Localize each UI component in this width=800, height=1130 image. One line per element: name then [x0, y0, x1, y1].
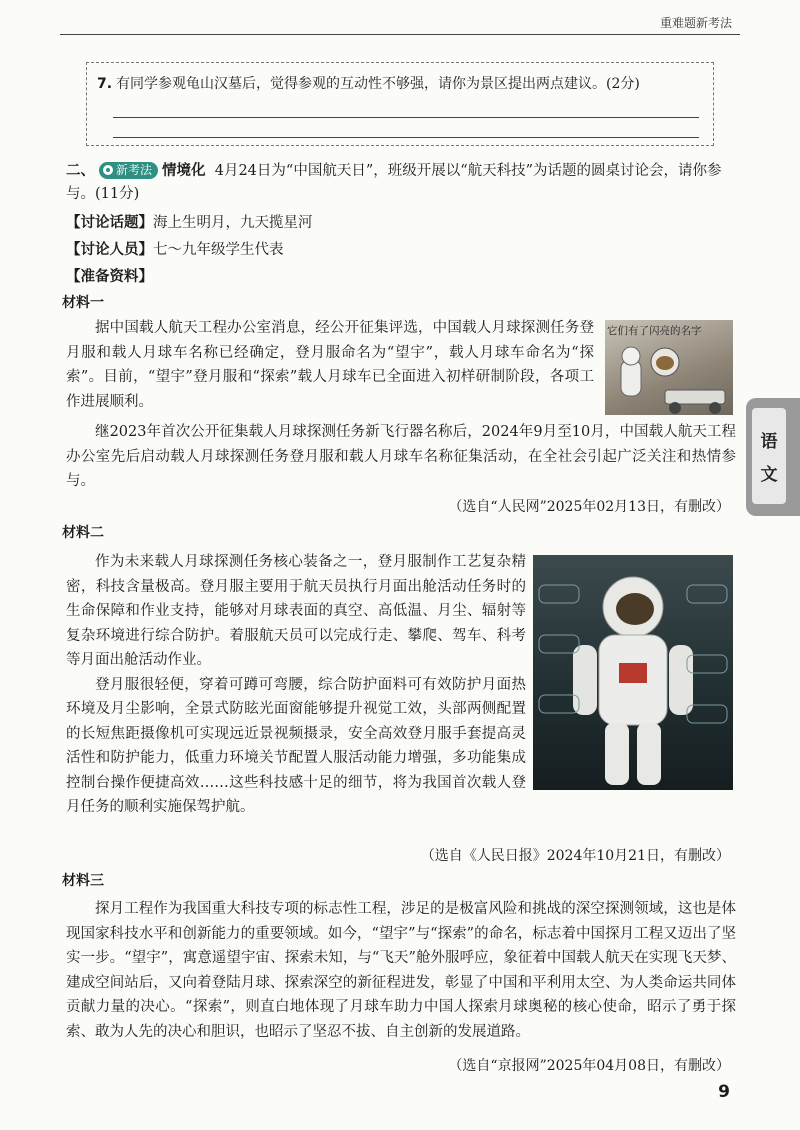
- moon-suit-image: [533, 555, 733, 790]
- question-7-number: 7.: [97, 76, 113, 92]
- header-rule: [60, 34, 740, 35]
- astronaut-rover-illustration: [605, 320, 733, 415]
- moon-suit-illustration: [533, 555, 733, 790]
- material-1-paragraph-1: [66, 316, 594, 414]
- new-method-tag-label: 新考法: [116, 163, 153, 177]
- material-1-text-2: 继2023年首次公开征集载人月球探测任务新飞行器名称后，2024年9月至10月，中国载人航天工程办公室先后启动载人月球探测任务登月服和载人月球车名称征集活动，在全社会引起广泛关注和热情参与。: [66, 424, 736, 489]
- image-caption: 它们有了闪亮的名字: [607, 325, 702, 337]
- material-1-paragraph-2: [66, 420, 736, 494]
- material-1-text-1: 据中国载人航天工程办公室消息，经公开征集评选，中国载人月球探测任务登月服和载人月球车名称已经确定，登月服命名为“望宇”，载人月球车命名为“探索”。目前，“望宇”登月服和“探索”载人月球车已全面进入初样研制阶段，各项工作进展顺利。: [66, 320, 594, 410]
- subject-side-tab: [746, 398, 800, 516]
- prep-materials-label: 【准备资料】: [66, 269, 153, 285]
- page-number: 9: [718, 1082, 730, 1102]
- discussion-members-label: 【讨论人员】: [66, 242, 153, 258]
- material-2-text-2: 登月服很轻便，穿着可蹲可弯腰，综合防护面料可有效防护月面热环境及月尘影响，全景式防眩光面窗能够提升视觉工效，头部两侧配置的长短焦距摄像机可实现远近景视频摄录，安全高效登月服手套提高灵活性和防护能力，低重力环境关节配置人服活动能力增强，多功能集成控制台操作便捷高效……这些科技感十足的细节，将为我国首次载人登月任务的顺利实施保驾护航。: [66, 676, 526, 815]
- section-2-intro-text: 4月24日为“中国航天日”，班级开展以“航天科技”为话题的圆桌讨论会，请你参与。(11分): [66, 163, 722, 202]
- section-2-prefix: 二、: [66, 163, 95, 179]
- discussion-members-text: 七～九年级学生代表: [153, 242, 284, 258]
- section-2-label: 情境化: [162, 163, 206, 179]
- answer-line[interactable]: [113, 117, 699, 118]
- new-method-tag: [99, 162, 158, 179]
- material-3-paragraph: [66, 897, 736, 1044]
- subject-char-2: 文: [760, 465, 778, 485]
- material-2-source: （选自《人民日报》2024年10月21日，有删改）: [420, 848, 730, 864]
- moon-rover-image: [605, 320, 733, 415]
- discussion-topic-label: 【讨论话题】: [66, 215, 153, 231]
- material-1-title: 材料一: [62, 295, 104, 311]
- material-3-title: 材料三: [62, 873, 104, 889]
- discussion-topic-text: 海上生明月，九天揽星河: [153, 215, 313, 231]
- material-2-text-1: 作为未来载人月球探测任务核心装备之一，登月服制作工艺复杂精密，科技含量极高。登月服主要用于航天员执行月面出舱活动任务时的生命保障和作业支持，能够对月球表面的真空、高低温、月尘、辐射等复杂环境进行综合防护。着服航天员可以完成行走、攀爬、驾车、科考等月面出舱活动作业。: [66, 554, 526, 668]
- section-2-intro: [66, 160, 736, 206]
- material-1-source: （选自“人民网”2025年02月13日，有删改）: [448, 499, 730, 515]
- discussion-members: [66, 238, 284, 259]
- lightbulb-icon: [103, 165, 113, 175]
- subject-side-tab-label: [752, 408, 786, 504]
- header-title: 重难题新考法: [659, 16, 732, 30]
- subject-char-1: 语: [760, 432, 778, 452]
- question-7-prompt: 有同学参观龟山汉墓后，觉得参观的互动性不够强，请你为景区提出两点建议。(2分): [116, 76, 640, 92]
- material-3-text: 探月工程作为我国重大科技专项的标志性工程，涉足的是极富风险和挑战的深空探测领域，这也是体现国家科技水平和创新能力的重要领域。如今，“望宇”与“探索”的命名，标志着中国探月工程又迈出了坚实一步。“望宇”，寓意遥望宇宙、探索未知，与“飞天”舱外服呼应，象征着中国载人航天在实现飞天梦、建成空间站后，又向着登陆月球、探索深空的新征程进发，彰显了中国和平利用太空、为人类命运共同体贡献力量的决心。“探索”，则直白地体现了月球车助力中国人探索月球奥秘的核心使命，昭示了勇于探索、敢为人先的决心和胆识，也昭示了坚忍不拔、自主创新的发展道路。: [66, 901, 736, 1040]
- answer-line[interactable]: [113, 137, 699, 138]
- material-2-title: 材料二: [62, 525, 104, 541]
- question-7-box: [86, 62, 714, 146]
- discussion-topic: [66, 211, 313, 232]
- question-7-text: [97, 73, 640, 93]
- material-3-source: （选自“京报网”2025年04月08日，有删改）: [448, 1058, 730, 1074]
